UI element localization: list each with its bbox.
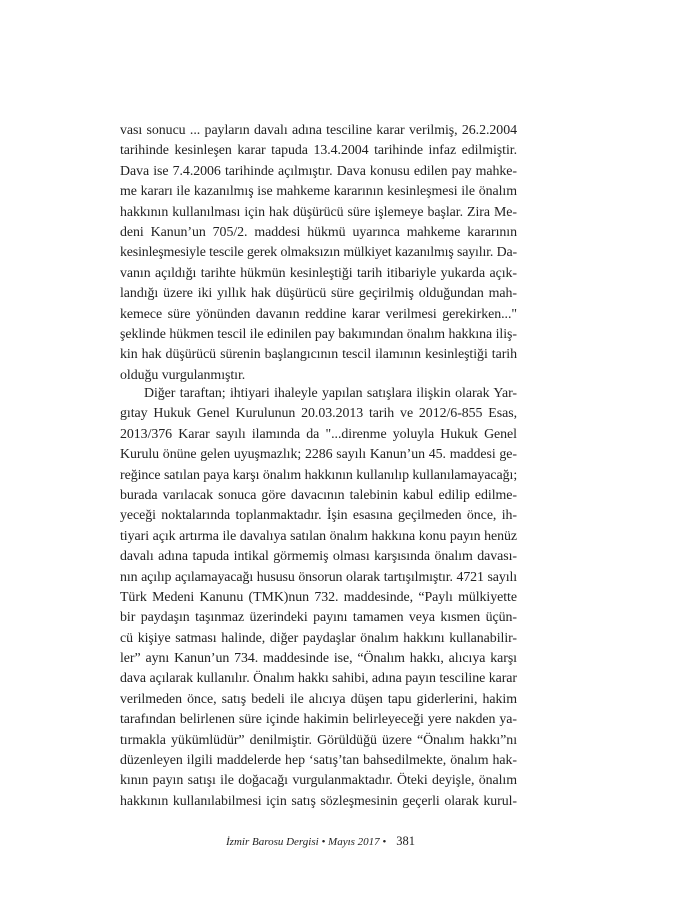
text-line: vanın açıldığı tarihte hükmün kesinleştiği tarih itibariyle yukarda açık- [120, 265, 517, 281]
text-line: deni Kanun’un 705/2. maddesi hükmü uyarınca mahkeme kararının [120, 224, 517, 240]
text-line: Dava ise 7.4.2006 tarihinde açılmıştır. Dava konusu edilen pay mahke- [120, 163, 517, 179]
body-paragraph-1 [120, 121, 517, 386]
text-line: cü kişiye satması halinde, diğer paydaşlar önalım hakkını kullanabilir- [120, 630, 517, 646]
text-line: gıtay Hukuk Genel Kurulunun 20.03.2013 tarih ve 2012/6-855 Esas, [120, 406, 517, 422]
text-line: kemece süre yönünden davanın reddine karar verilmesi gerekirken..." [120, 306, 517, 322]
text-line: dava açılarak kullanılır. Önalım hakkı sahibi, adına payın tesciline karar [120, 671, 517, 687]
text-line: ler” aynı Kanun’un 734. maddesinde ise, “Önalım hakkı, alıcıya karşı [120, 651, 517, 667]
text-line: vası sonucu ... payların davalı adına tesciline karar verilmiş, 26.2.2004 [120, 123, 517, 138]
text-line: burada varılacak sonuca göre davacının talebinin kabul edilip edilme- [120, 487, 517, 503]
text-line: 2013/376 Karar sayılı ilamında da "...direnme yoluyla Hukuk Genel [120, 426, 517, 442]
text-line: kin hak düşürücü sürenin başlangıcının tescil ilamının kesinleştiği tarih [120, 347, 517, 363]
text-line: landığı üzere iki yıllık hak düşürücü süre geçirilmiş olduğundan mah- [120, 286, 517, 302]
text-line: olduğu vurgulanmıştır. [120, 367, 246, 383]
text-line: tırmakla yükümlüdür” denilmiştir. Görüldüğü üzere “Önalım hakkı”nı [120, 732, 517, 748]
text-line: verilmeden önce, satış bedeli ile alıcıya düşen tapu giderlerini, hakim [120, 691, 517, 707]
text-line: yeceği noktalarında toplanmaktadır. İşin esasına geçilmeden önce, ih- [120, 508, 517, 524]
text-line: tarihinde kesinleşen karar tapuda 13.4.2004 tarihinde infaz edilmiştir. [120, 143, 517, 159]
text-line: Kurulu önüne gelen uyuşmazlık; 2286 sayılı Kanun’un 45. maddesi ge- [120, 447, 517, 463]
text-line: şeklinde hükmen tescil ile edinilen pay bakımından önalım hakkına iliş- [120, 326, 517, 342]
text-line: nın açılıp açılamayacağı hususu önsorun olarak tartışılmıştır. 4721 sayılı [120, 569, 517, 585]
journal-title: İzmir Barosu Dergisi • Mayıs 2017 • [226, 836, 387, 848]
body-paragraph-2 [120, 384, 517, 812]
text-line: kının payın satışı ile doğacağı vurgulanmaktadır. Öteki deyişle, önalım [120, 773, 517, 789]
text-line: tiyari açık artırma ile davalıya satılan önalım hakkına konu payın henüz [120, 528, 517, 544]
text-line: davalı adına tapuda intikal görmemiş olması karşısında önalım davası- [120, 549, 517, 565]
text-line: tarafından belirlenen süre içinde hakimin belirleyeceği yere nakden ya- [120, 712, 517, 728]
page-number: 381 [396, 834, 416, 848]
text-line: düzenleyen ilgili maddelerde hep ‘satış’tan bahsedilmekte, önalım hak- [120, 753, 517, 769]
page-footer [226, 834, 415, 849]
text-line: reğince satılan paya karşı önalım hakkının kullanılıp kullanılamayacağı; [120, 467, 518, 483]
text-line: kesinleşmesiyle tescile gerek olmaksızın mülkiyet kazanılmış sayılır. Da- [120, 245, 517, 261]
text-line: Türk Medeni Kanunu (TMK)nun 732. maddesinde, “Paylı mülkiyette [120, 589, 517, 605]
text-line: me kararı ile kazanılmış ise mahkeme kararının kesinleşmesi ile önalım [120, 184, 517, 200]
text-line: Diğer taraftan; ihtiyari ihaleyle yapılan satışlara ilişkin olarak Yar- [144, 386, 517, 401]
text-line: hakkının kullanılması için hak düşürücü süre işlemeye başlar. Zira Me- [120, 204, 517, 220]
text-line: hakkının kullanılabilmesi için satış sözleşmesinin geçerli olarak kurul- [120, 793, 517, 809]
text-line: bir paydaşın taşınmaz üzerindeki payını tamamen veya kısmen üçün- [120, 610, 517, 626]
